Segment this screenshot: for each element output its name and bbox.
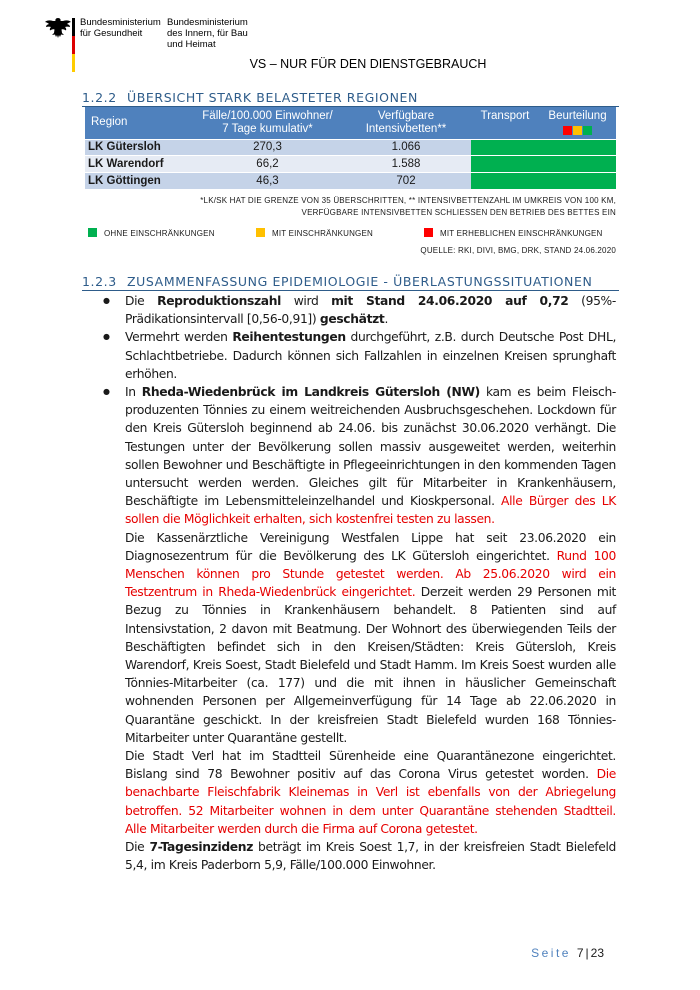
cell-transport-status — [471, 139, 539, 156]
ministry-interior-label — [167, 17, 248, 50]
key-red-square — [563, 126, 572, 135]
cell-icu: 1.066 — [341, 139, 471, 156]
paragraph-incidence: Die 7-Tagesinzidenz beträgt im Kreis Soest 1,7, in der kreisfreien Stadt Bielefeld 5,4, im Kreis Paderborn 5,9, Fälle/100.000 Einwohner. — [125, 840, 616, 873]
header-assessment-label: Beurteilung — [548, 110, 607, 122]
cell-assessment-status — [539, 139, 616, 156]
ministry-interior-line3: und Heimat — [167, 39, 216, 50]
section-title: ZUSAMMENFASSUNG EPIDEMIOLOGIE - ÜBERLASTUNGSSITUATIONEN — [127, 274, 593, 289]
legend-green-swatch — [88, 228, 97, 237]
table-row — [85, 156, 616, 173]
list-item: ● Vermehrt werden Reihentestungen durchgeführt, z.B. durch Deutsche Post DHL, Schlachtbetriebe. Dadurch können sich Fallzahlen in einzelnen Kreisen sprunghaft erhöhen. — [125, 328, 616, 383]
cell-region: LK Göttingen — [85, 172, 194, 189]
key-green-square — [583, 126, 592, 135]
section-heading-epidemiology — [82, 274, 619, 291]
cell-icu: 1.588 — [341, 156, 471, 173]
legend-yellow-label: MIT EINSCHRÄNKUNGEN — [272, 229, 373, 238]
page-separator: | — [585, 946, 589, 960]
table-header-row — [85, 107, 616, 139]
source-note: QUELLE: RKI, DIVI, BMG, DRK, STAND 24.06.2020 — [420, 246, 616, 255]
header-cases — [194, 107, 341, 139]
header-icu — [341, 107, 471, 139]
legend-red-swatch — [424, 228, 433, 237]
section-heading-regions — [82, 90, 619, 107]
header-icu-line1: Verfügbare — [377, 110, 435, 122]
cell-transport-status — [471, 172, 539, 189]
page-number — [531, 946, 604, 960]
cell-region: LK Warendorf — [85, 156, 194, 173]
section-title: ÜBERSICHT STARK BELASTETER REGIONEN — [127, 90, 419, 105]
assessment-color-key — [539, 125, 616, 138]
header-icu-line2: Intensivbetten** — [365, 123, 447, 135]
section-number: 1.2.3 — [82, 274, 117, 289]
flag-stripe-red — [72, 36, 75, 54]
ministry-interior-line1: Bundesministerium — [167, 17, 248, 28]
table-row — [85, 139, 616, 156]
page-label: Seite — [531, 946, 571, 960]
key-yellow-square — [573, 126, 582, 135]
page-total: 23 — [590, 946, 604, 960]
ministry-health-line1: Bundesministerium — [80, 17, 161, 28]
legend-red — [424, 228, 603, 238]
legend-green — [88, 228, 215, 238]
paragraph-test-centre: Die Kassenärztliche Vereinigung Westfalen Lippe hat seit 23.06.2020 ein Diagnosezentrum für die Bevölkerung des LK Gütersloh eingerichtet. Rund 100 Menschen können pro Stunde getestet werden. Ab 25.06.2020 wird ein Testzentrum in Rheda-Wiedenbrück eingerichtet. Derzeit werden 29 Personen mit Bezug zu Tönnies in Krankenhäusern behandelt. 8 Patienten sind auf Intensivstation, 2 davon mit Beatmung. Der Wohnort des überwiegenden Teils der Beschäftigten befindet sich in den Kreisen/Städten: Kreis Gütersloh, Kreis Warendorf, Kreis Soest, Stadt Bielefeld und Stadt Hamm. Im Kreis Soest wurden alle Tönnies-Mitarbeiter (ca. 177) und die mit ihnen in häuslicher Gemeinschaft wohnenden Personen per Allgemeinverfügung für 14 Tage ab 22.06.2020 in Quarantäne geschickt. In der kreisfreien Stadt Bielefeld wurden 168 Tönnies- Mitarbeiter unter Quarantäne gestellt. — [125, 530, 617, 745]
paragraph-verl: Die Stadt Verl hat im Stadtteil Sürenheide eine Quarantänezone eingerichtet. Bislang sind 78 Bewohner positiv auf das Corona Virus getestet worden. Die benachbarte Fleischfabrik Kleinemas in Verl ist ebenfalls von der Abriegelung betroffen. 52 Mitarbeiter wohnen in dem unter Quarantäne stehenden Stadtteil. Alle Mitarbeiter werden durch die Firma auf Corona getestet. — [125, 749, 616, 836]
cell-transport-status — [471, 156, 539, 173]
header-region: Region — [85, 107, 194, 139]
footnote-line1: *LK/SK HAT DIE GRENZE VON 35 ÜBERSCHRITTEN, ** INTENSIVBETTENZAHL IM UMKREIS VON 100 KM, — [200, 196, 616, 205]
ministry-interior-line2: des Innern, für Bau — [167, 28, 248, 39]
header-assessment — [539, 107, 616, 139]
list-item: ● Die Reproduktionszahl wird mit Stand 24.06.2020 auf 0,72 (95%-Prädikationsintervall [0,56-0,91]) geschätzt. — [125, 292, 616, 328]
header-transport: Transport — [471, 107, 539, 139]
table-row — [85, 172, 616, 189]
table-footnote — [200, 195, 616, 218]
list-item: ● In Rheda-Wiedenbrück im Landkreis Gütersloh (NW) kam es beim Fleisch-produzenten Tönnies zu einem weitreichenden Ausbruchsgeschehen. Lockdown für den Kreis Gütersloh beginnend ab 24.06. bis zunächst 30.06.2020 verhängt. Die Testungen unter der Bevölkerung sollen massiv ausgeweitet werden, weiterhin sollen Bewohner und Beschäftigte in Pflegeeinrichtungen in den kommenden Tagen untersucht werden werden. Gleiches gilt für Mitarbeiter in Krankenhäusern, Beschäftigte im Lebensmitteleinzelhandel und Kioskpersonal. Alle Bürger des LK sollen die Möglichkeit erhalten, sich kostenfrei testen zu lassen. — [125, 383, 616, 529]
header-cases-line1: Fälle/100.000 Einwohner/ — [202, 110, 333, 122]
cell-assessment-status — [539, 172, 616, 189]
header-cases-line2: 7 Tage kumulativ* — [222, 123, 313, 135]
legend-red-label: MIT ERHEBLICHEN EINSCHRÄNKUNGEN — [440, 229, 603, 238]
cell-cases: 46,3 — [194, 172, 341, 189]
cell-cases: 270,3 — [194, 139, 341, 156]
regions-table — [85, 107, 616, 189]
flag-stripe-black — [72, 18, 75, 36]
legend-yellow-swatch — [256, 228, 265, 237]
cell-region: LK Gütersloh — [85, 139, 194, 156]
cell-assessment-status — [539, 156, 616, 173]
federal-eagle-icon — [44, 16, 72, 40]
epidemiology-summary — [125, 292, 616, 875]
footnote-line2: VERFÜGBARE INTENSIVBETTEN SCHLIESSEN DEN BETRIEB DES BETTES EIN — [301, 207, 616, 217]
cell-icu: 702 — [341, 172, 471, 189]
ministry-health-line2: für Gesundheit — [80, 28, 143, 39]
legend-green-label: OHNE EINSCHRÄNKUNGEN — [104, 229, 215, 238]
classification-label: VS – NUR FÜR DEN DIENSTGEBRAUCH — [249, 57, 487, 71]
ministry-health-label — [80, 17, 161, 39]
section-number: 1.2.2 — [82, 90, 117, 105]
legend-yellow — [256, 228, 373, 238]
page-current: 7 — [576, 946, 584, 960]
cell-cases: 66,2 — [194, 156, 341, 173]
